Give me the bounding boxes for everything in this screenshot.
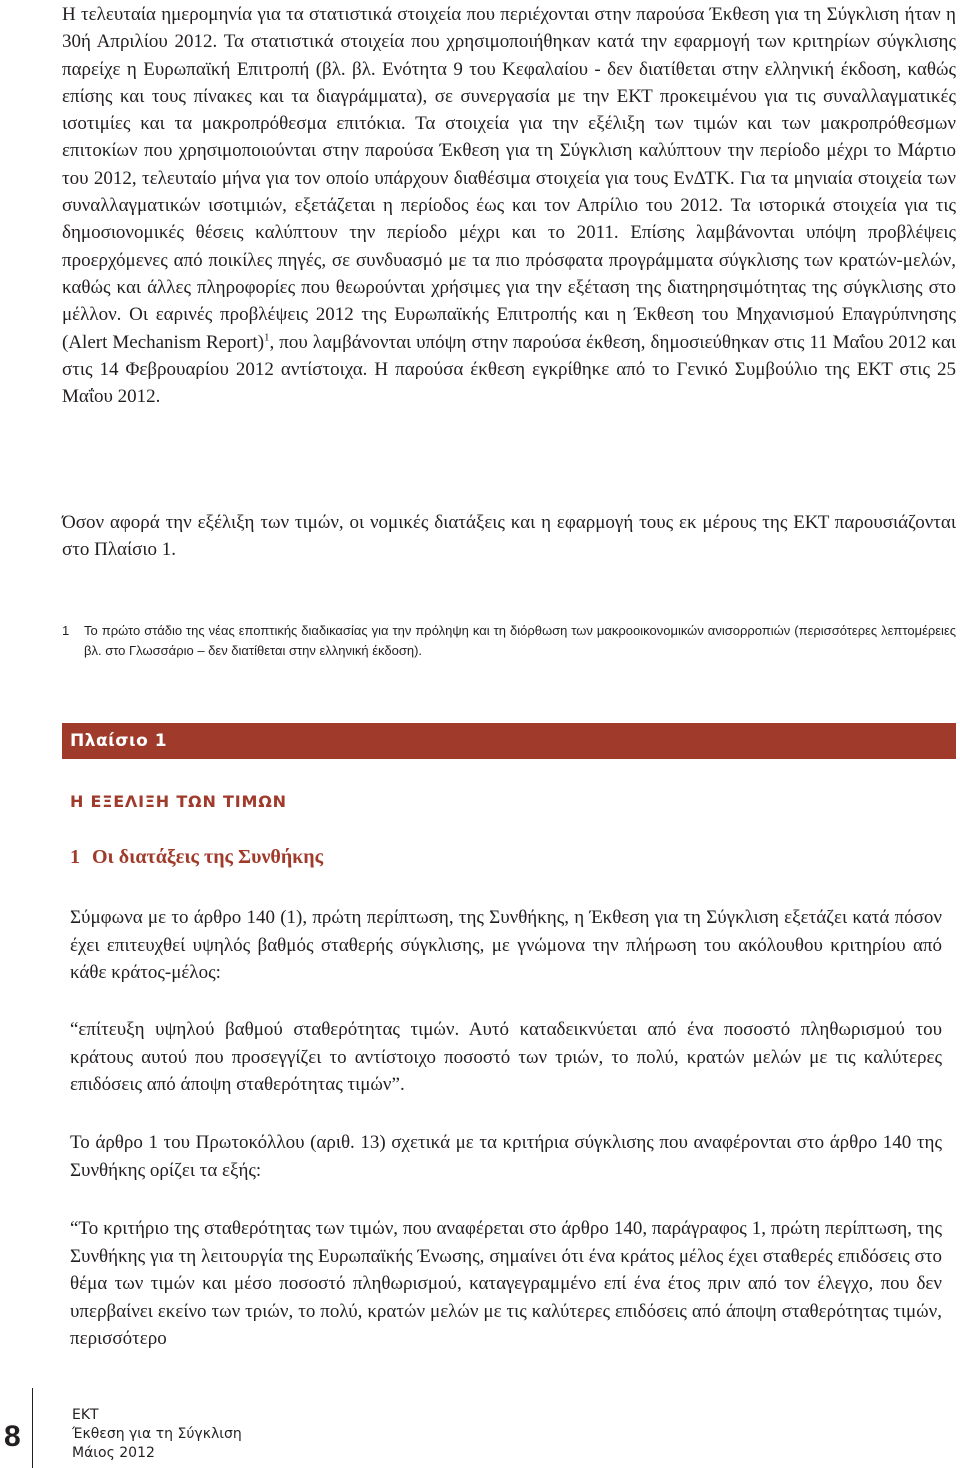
box-quote-2: “Το κριτήριο της σταθερότητας των τιμών, που αναφέρεται στο άρθρο 140, παράγραφος 1, πρώτη περίπτωση, της Συνθήκης για τη λειτουργία της Ευρωπαϊκής Ένωσης, σημαίνει ότι ένα κράτος μέλος έχει σταθερές επιδόσεις στο θέμα των τιμών και μέσο ποσοστό πληθωρισμού, καταγεγραμμένο επί ένα έτος πριν από τον έλεγχο, που δεν υπερβαίνει εκείνο των τριών, το πολύ, κρατών μελών με τις καλύτερες επιδόσεις από άποψη σταθερότητας τιμών, περισσότερο	[70, 1218, 942, 1349]
intro-paragraph	[62, 1, 956, 410]
subsection-number: 1	[70, 846, 80, 868]
running-footer	[72, 1406, 242, 1463]
box-paragraph-1: Σύμφωνα με το άρθρο 140 (1), πρώτη περίπτωση, της Συνθήκης, η Έκθεση για τη Σύγκλιση εξετάζει κατά πόσον έχει επιτευχθεί υψηλός βαθμός σταθερής σύγκλισης, με γνώμονα την πλήρωση του ακόλουθου κριτηρίου από κάθε κράτος-μέλος:	[70, 907, 942, 983]
footer-publisher: ΕΚΤ	[72, 1407, 99, 1423]
footnote-text: Το πρώτο στάδιο της νέας εποπτικής διαδικασίας για την πρόληψη και τη διόρθωση των μακροοικονομικών ανισορροπιών (περισσότερες λεπτομέρειες βλ. στο Γλωσσάριο – δεν διατίθεται στην ελληνική έκδοση).	[84, 623, 956, 658]
subsection-title: Οι διατάξεις της Συνθήκης	[92, 846, 324, 868]
box-header	[62, 723, 956, 759]
intro-paragraph-end: , που λαμβάνονται υπόψη στην παρούσα έκθεση, δημοσιεύθηκαν στις 11 Μαΐου 2012 και στις 14 Φεβρουαρίου 2012 αντίστοιχα. Η παρούσα έκθεση εγκρίθηκε από το Γενικό Συμβούλιο της ΕΚΤ στις 25 Μαΐου 2012.	[62, 331, 956, 408]
intro-paragraph-text: Η τελευταία ημερομηνία για τα στατιστικά στοιχεία που περιέχονται στην παρούσα Έκθεση για τη Σύγκλιση ήταν η 30ή Απριλίου 2012. Τα στατιστικά στοιχεία που χρησιμοποιήθηκαν κατά την εφαρμογή των κριτηρίων σύγκλισης παρείχε η Ευρωπαϊκή Επιτροπή (βλ. βλ. Ενότητα 9 του Κεφαλαίου - δεν διατίθεται στην ελληνική έκδοση, καθώς επίσης και τους πίνακες και τα διαγράμματα), σε συνεργασία με την ΕΚΤ προκειμένου για τις συναλλαγματικές ισοτιμίες και τα μακροπρόθεσμα επιτόκια. Τα στοιχεία για την εξέλιξη των τιμών και των μακροπρόθεσμων επιτοκίων που χρησιμοποιούνται στην παρούσα Έκθεση για τη Σύγκλιση καλύπτουν την περίοδο μέχρι το Μάρτιο του 2012, τελευταίο μήνα για τον οποίο υπάρχουν διαθέσιμα στοιχεία για τους ΕνΔΤΚ. Για τα μηνιαία στοιχεία των συναλλαγματικών ισοτιμιών, εξετάζεται η περίοδος έως και τον Απρίλιο του 2012. Τα ιστορικά στοιχεία για τις δημοσιονομικές θέσεις καλύπτουν την περίοδο μέχρι και το 2011. Επίσης λαμβάνονται υπόψη προβλέψεις προερχόμενες από ποικίλες πηγές, σε συνδυασμό με τα πιο πρόσφατα προγράμματα σύγκλισης των κρατών-μελών, καθώς και άλλες πληροφορίες που θεωρούνται χρήσιμες για την εξέταση της διατηρησιμότητας της σύγκλισης στο μέλλον. Οι εαρινές προβλέψεις 2012 της Ευρωπαϊκής Επιτροπής και η Έκθεση του Μηχανισμού Επαγρύπνησης (Alert Mechanism Report)	[62, 4, 956, 353]
footnote-reference[interactable]: 1	[264, 331, 270, 344]
footnote	[62, 621, 956, 661]
box-title: Η ΕΞΕΛΙΞΗ ΤΩΝ ΤΙΜΩΝ	[70, 792, 287, 811]
footer-date: Μάιος 2012	[72, 1445, 155, 1461]
box-label: Πλαίσιο 1	[70, 731, 168, 751]
box-paragraph-2: Το άρθρο 1 του Πρωτοκόλλου (αριθ. 13) σχετικά με τα κριτήρια σύγκλισης που αναφέρονται στο άρθρο 140 της Συνθήκης ορίζει τα εξής:	[70, 1132, 942, 1181]
footer-report-title: Έκθεση για τη Σύγκλιση	[72, 1426, 242, 1442]
footnote-number: 1	[62, 623, 70, 638]
price-developments-paragraph: Όσον αφορά την εξέλιξη των τιμών, οι νομικές διατάξεις και η εφαρμογή τους εκ μέρους της ΕΚΤ παρουσιάζονται στο Πλαίσιο 1.	[62, 512, 956, 561]
box-quote-1: “επίτευξη υψηλού βαθμού σταθερότητας τιμών. Αυτό καταδεικνύεται από ένα ποσοστό πληθωρισμού του κράτους αυτού που προσεγγίζει το αντίστοιχο ποσοστό των τριών, το πολύ, κρατών μελών με τις καλύτερες επιδόσεις από άποψη σταθερότητας τιμών”.	[70, 1019, 942, 1095]
subsection-heading	[70, 846, 323, 869]
page-number: 8	[4, 1420, 21, 1453]
